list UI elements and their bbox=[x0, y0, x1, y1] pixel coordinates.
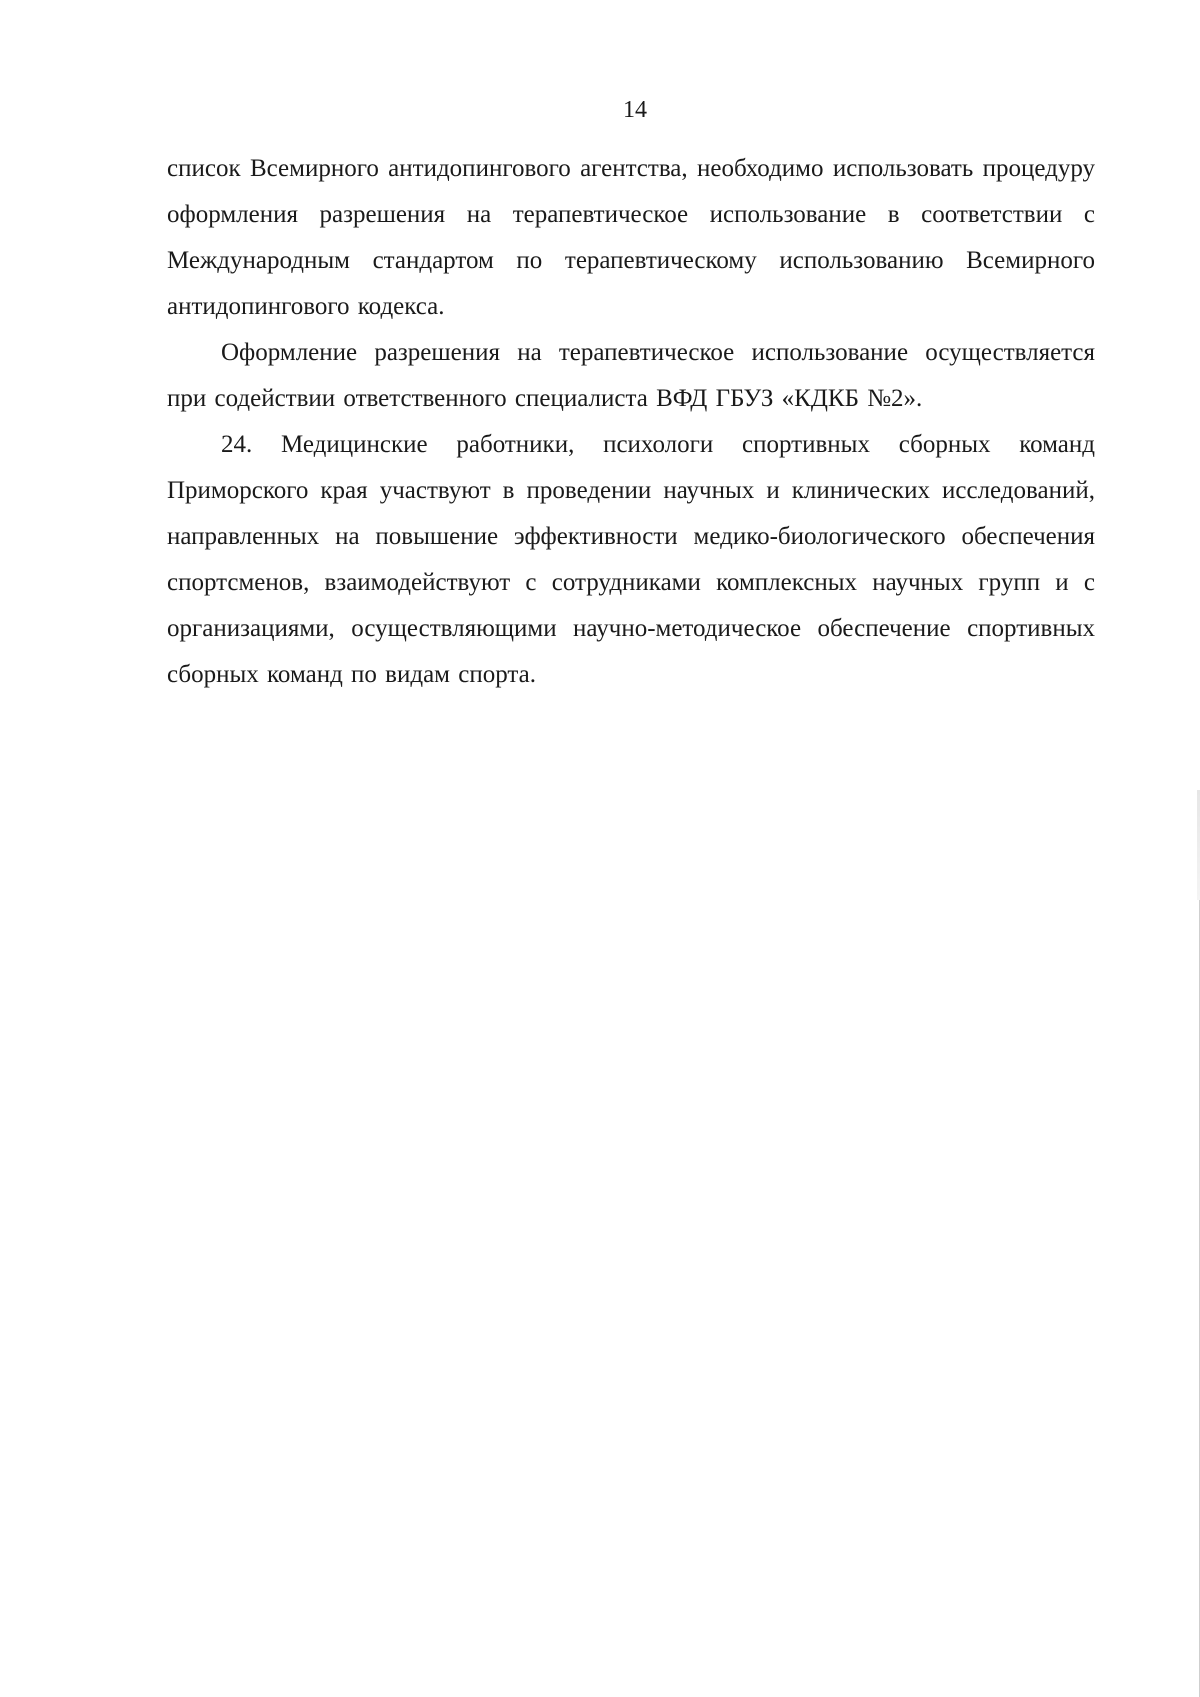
paragraph-continuation: список Всемирного антидопингового агентства, необходимо использовать процедуру оформления разрешения на терапевтическое использование в соответствии с Международным стандартом по терапевтическому использованию Всемирного антидопингового кодекса. bbox=[167, 155, 1095, 320]
body-text bbox=[167, 146, 1095, 698]
paragraph-tue-registration: Оформление разрешения на терапевтическое использование осуществляется при содействии ответственного специалиста ВФД ГБУЗ «КДКБ №2». bbox=[167, 339, 1095, 412]
paragraph-item-24: 24. Медицинские работники, психологи спортивных сборных команд Приморского края участвуют в проведении научных и клинических исследований, направленных на повышение эффективности медико-биологического обеспечения спортсменов, взаимодействуют с сотрудниками комплексных научных групп и с организациями, осуществляющими научно-методическое обеспечение спортивных сборных команд по видам спорта. bbox=[167, 431, 1095, 688]
page-number: 14 bbox=[623, 97, 647, 123]
